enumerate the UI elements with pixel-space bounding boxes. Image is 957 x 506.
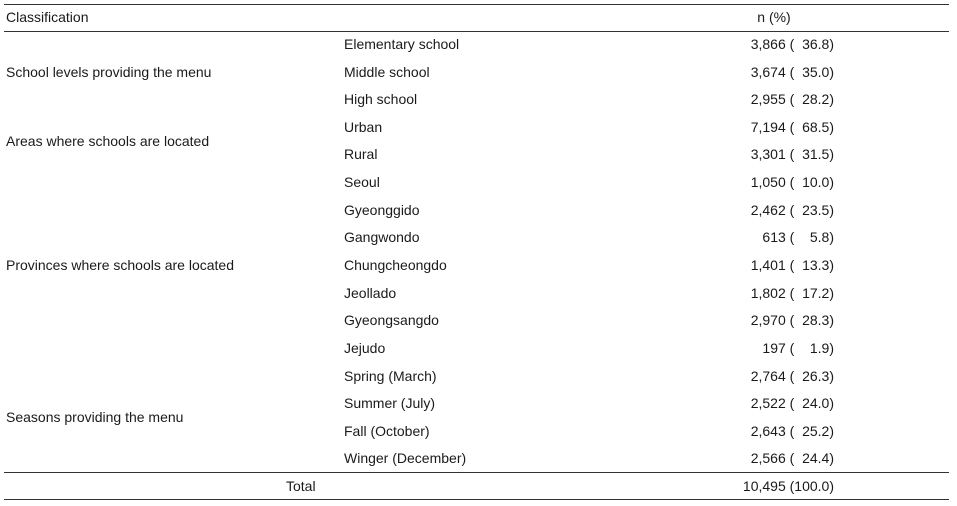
row-sub: Summer (July) — [344, 395, 436, 411]
row-value: 2,970 ( 28.3) — [750, 312, 834, 328]
row-sub: Gyeonggido — [344, 202, 420, 218]
group-label-school-levels: School levels providing the menu — [6, 64, 212, 80]
row-value: 2,522 ( 24.0) — [750, 395, 834, 411]
row-value: 3,301 ( 31.5) — [750, 146, 834, 162]
row-value: 613 ( 5.8) — [762, 229, 834, 245]
row-sub: Winger (December) — [344, 450, 467, 466]
row-sub: Elementary school — [344, 36, 460, 52]
row-sub: Seoul — [344, 174, 380, 190]
row-value: 2,955 ( 28.2) — [750, 91, 834, 107]
row-sub: Gyeongsangdo — [344, 312, 439, 328]
row-value: 3,866 ( 36.8) — [750, 36, 834, 52]
row-sub: Urban — [344, 119, 383, 135]
group-label-seasons: Seasons providing the menu — [6, 409, 184, 425]
header-rule — [4, 31, 949, 32]
header-n-percent: n (%) — [757, 9, 791, 25]
row-value: 1,050 ( 10.0) — [750, 174, 834, 190]
row-value: 2,566 ( 24.4) — [750, 450, 834, 466]
row-sub: Gangwondo — [344, 229, 420, 245]
total-top-rule — [4, 472, 949, 473]
row-value: 197 ( 1.9) — [762, 340, 834, 356]
total-value: 10,495 (100.0) — [742, 478, 834, 494]
header-classification: Classification — [6, 9, 89, 25]
group-label-provinces: Provinces where schools are located — [6, 257, 235, 273]
row-value: 2,643 ( 25.2) — [750, 423, 834, 439]
row-sub: Jeollado — [344, 285, 397, 301]
row-sub: Jejudo — [344, 340, 386, 356]
row-sub: Chungcheongdo — [344, 257, 447, 273]
group-label-areas: Areas where schools are located — [6, 133, 210, 149]
row-value: 1,802 ( 17.2) — [750, 285, 834, 301]
row-sub: Middle school — [344, 64, 430, 80]
row-sub: Spring (March) — [344, 368, 437, 384]
row-value: 2,764 ( 26.3) — [750, 368, 834, 384]
row-value: 7,194 ( 68.5) — [750, 119, 834, 135]
total-label: Total — [286, 478, 316, 494]
top-rule — [4, 4, 949, 5]
row-sub: Rural — [344, 146, 378, 162]
bottom-rule — [4, 499, 949, 500]
row-value: 2,462 ( 23.5) — [750, 202, 834, 218]
row-value: 1,401 ( 13.3) — [750, 257, 834, 273]
row-sub: Fall (October) — [344, 423, 430, 439]
row-sub: High school — [344, 91, 418, 107]
row-value: 3,674 ( 35.0) — [750, 64, 834, 80]
